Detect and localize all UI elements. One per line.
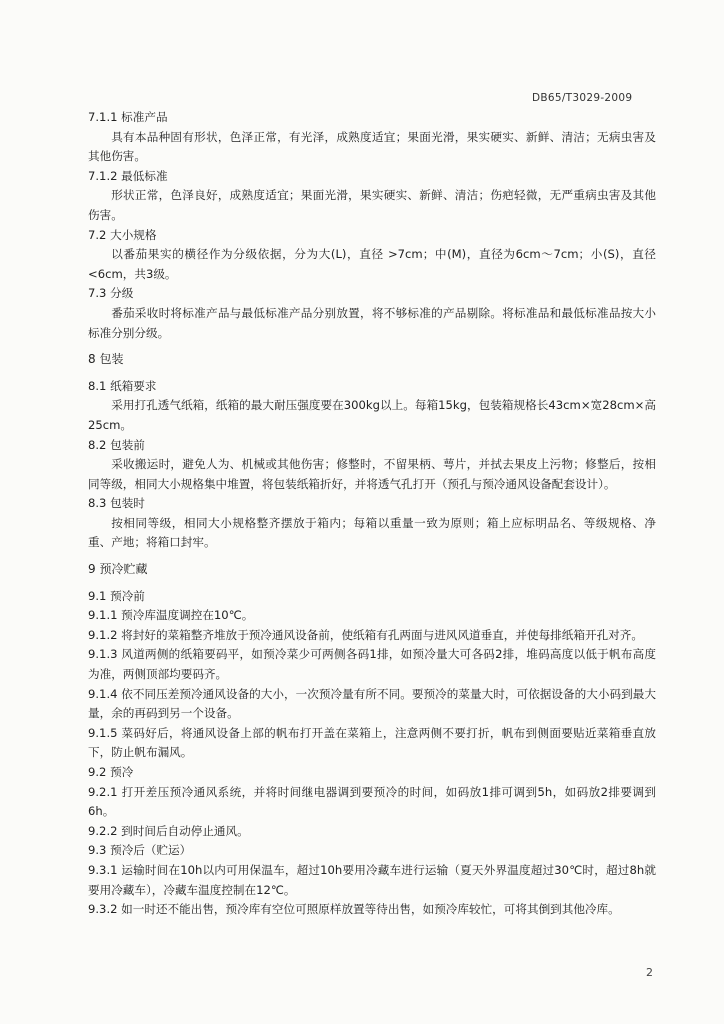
paragraph-9-2-1: 9.2.1 打开差压预冷通风系统，并将时间继电器调到要预冷的时间，如码放1排可调到5h，如码放2排要调到6h。: [88, 784, 656, 819]
heading-9-1: 9.1 预冷前: [88, 588, 145, 603]
heading-7-1-2: 7.1.2 最低标准: [88, 168, 168, 183]
paragraph-9-1-3: 9.1.3 风道两侧的纸箱要码平，如预冷菜少可两侧各码1排，如预冷量大可各码2排，堆码高度以低于帆布高度为准，两侧顶部均要码齐。: [88, 647, 656, 682]
paragraph-8-3: 按相同等级，相同大小规格整齐摆放于箱内；每箱以重量一致为原则；箱上应标明品名、等级规格、净重、产地；将箱口封牢。: [88, 515, 656, 550]
paragraph-9-1-4: 9.1.4 依不同压差预冷通风设备的大小，一次预冷量有所不同。要预冷的菜量大时，可依据设备的大小码到最大量，余的再码到另一个设备。: [88, 686, 656, 721]
paragraph-7-2: 以番茄果实的横径作为分级依据，分为大(L)，直径 >7cm；中(M)，直径为6cm～7cm；小(S)，直径<6cm，共3级。: [88, 247, 656, 281]
heading-8-3: 8.3 包装时: [88, 496, 145, 511]
heading-9-3: 9.3 预冷后（贮运）: [88, 843, 192, 858]
heading-9: 9 预冷贮藏: [88, 562, 148, 577]
paragraph-9-1-5: 9.1.5 菜码好后，将通风设备上部的帆布打开盖在菜箱上，注意两侧不要打折，帆布到侧面要贴近菜箱垂直放下，防止帆布漏风。: [88, 725, 656, 760]
page-body: [88, 108, 656, 920]
paragraph-8-2: 采收搬运时，避免人为、机械或其他伤害；修整时，不留果柄、萼片，并拭去果皮上污物；修整后，按相同等级，相同大小规格集中堆置，将包装纸箱折好，并将透气孔打开（预孔与预冷通风设备配套设计）。: [88, 457, 656, 491]
page-number: 2: [646, 966, 653, 979]
heading-9-2: 9.2 预冷: [88, 765, 134, 779]
paragraph-7-3: 番茄采收时将标准产品与最低标准产品分别放置，将不够标准的产品剔除。将标准品和最低标准品按大小标准分别分级。: [88, 305, 656, 340]
heading-8-1: 8.1 纸箱要求: [88, 378, 157, 393]
paragraph-9-3-1: 9.3.1 运输时间在10h以内可用保温车，超过10h要用冷藏车进行运输（夏天外界温度超过30℃时，超过8h就要用冷藏车），冷藏车温度控制在12℃。: [88, 862, 656, 897]
paragraph-9-1-1: 9.1.1 预冷库温度调控在10℃。: [88, 608, 254, 623]
heading-7-1-1: 7.1.1 标准产品: [88, 110, 168, 124]
paragraph-9-2-2: 9.2.2 到时间后自动停止通风。: [88, 823, 249, 838]
heading-7-2: 7.2 大小规格: [88, 227, 157, 242]
paragraph-9-3-2: 9.3.2 如一时还不能出售，预冷库有空位可照原样放置等待出售，如预冷库较忙，可将其倒到其他冷库。: [88, 902, 620, 917]
heading-7-3: 7.3 分级: [88, 286, 134, 301]
paragraph-8-1: 采用打孔透气纸箱，纸箱的最大耐压强度要在300kg以上。每箱15kg，包装箱规格长43cm×宽28cm×高25cm。: [88, 398, 656, 432]
standard-code: DB65/T3029-2009: [532, 92, 633, 104]
paragraph-7-1-1: 具有本品种固有形状，色泽正常，有光泽，成熟度适宜；果面光滑，果实硬实、新鲜、清洁；无病虫害及其他伤害。: [88, 129, 656, 164]
paragraph-9-1-2: 9.1.2 将封好的菜箱整齐堆放于预冷通风设备前，使纸箱有孔两面与进风风道垂直，并使每排纸箱开孔对齐。: [88, 627, 643, 642]
heading-8-2: 8.2 包装前: [88, 437, 145, 452]
heading-8: 8 包装: [88, 352, 124, 367]
paragraph-7-1-2: 形状正常，色泽良好，成熟度适宜；果面光滑，果实硬实、新鲜、清洁；伤疤轻微，无严重病虫害及其他伤害。: [88, 188, 656, 222]
